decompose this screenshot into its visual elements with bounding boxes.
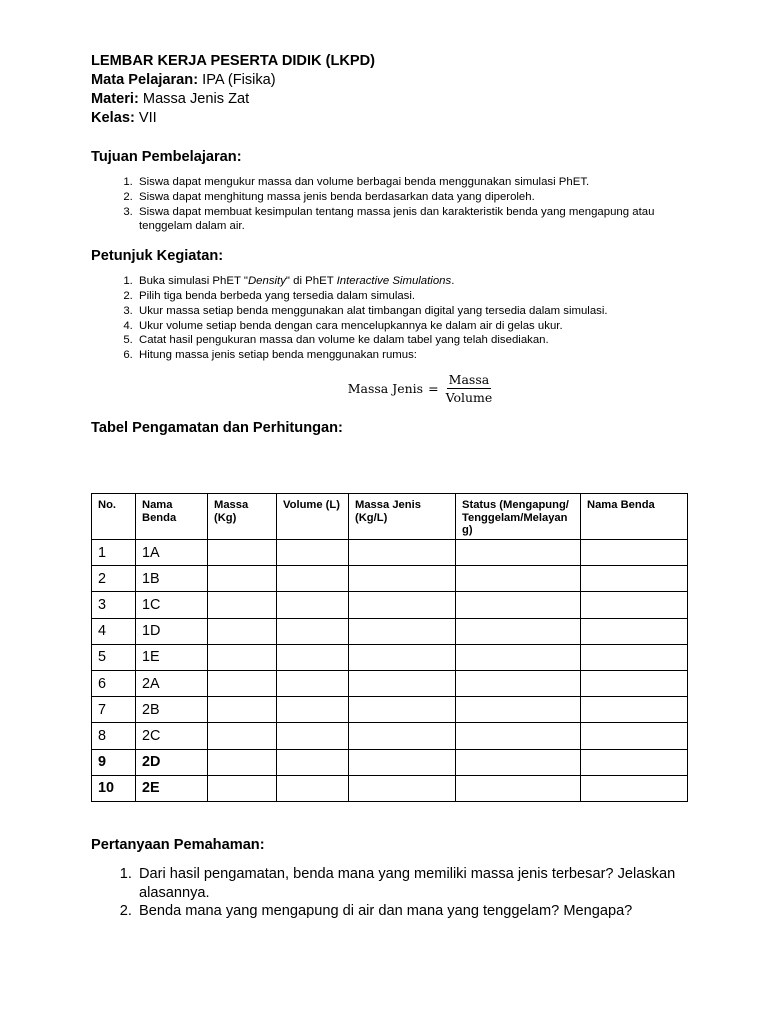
cell-name: 2A — [136, 670, 208, 696]
interactive-simulations-emphasis: Interactive Simulations — [336, 275, 452, 288]
class-line — [91, 109, 691, 128]
table-row — [92, 697, 688, 723]
cell-volume[interactable] — [277, 670, 349, 696]
cell-massa-jenis[interactable] — [349, 723, 456, 749]
formula-denominator: Volume — [445, 389, 493, 405]
question-item: 1. Dari hasil pengamatan, benda mana yang memiliki massa jenis terbesar? Jelaskan alasannya. — [136, 865, 691, 902]
instruction-item: 5. Catat hasil pengukuran massa dan volume ke dalam tabel yang telah disediakan. — [136, 333, 691, 348]
cell-nama-benda[interactable] — [581, 618, 688, 644]
table-row — [92, 775, 688, 801]
cell-status[interactable] — [456, 697, 581, 723]
cell-status[interactable] — [456, 670, 581, 696]
cell-name: 2C — [136, 723, 208, 749]
material-value: Massa Jenis Zat — [142, 91, 250, 107]
questions-section — [91, 836, 691, 921]
cell-massa[interactable] — [208, 697, 277, 723]
cell-massa[interactable] — [208, 670, 277, 696]
cell-massa[interactable] — [208, 540, 277, 566]
cell-massa-jenis[interactable] — [349, 566, 456, 592]
cell-name: 1C — [136, 592, 208, 618]
material-line — [91, 90, 691, 109]
instruction-text: . — [451, 275, 455, 288]
instruction-item: 4. Ukur volume setiap benda dengan cara mencelupkannya ke dalam air di gelas ukur. — [136, 319, 691, 334]
cell-no: 1 — [92, 540, 136, 566]
worksheet-title: LEMBAR KERJA PESERTA DIDIK (LKPD) — [91, 53, 376, 69]
instruction-item: 2. Pilih tiga benda berbeda yang tersedia dalam simulasi. — [136, 289, 691, 304]
col-header-nama-benda-2: Nama Benda — [581, 494, 688, 540]
instruction-item: 3. Ukur massa setiap benda menggunakan alat timbangan digital yang tersedia dalam simulasi. — [136, 304, 691, 319]
cell-no: 6 — [92, 670, 136, 696]
cell-volume[interactable] — [277, 566, 349, 592]
cell-nama-benda[interactable] — [581, 644, 688, 670]
instruction-text: Buka simulasi PhET " — [139, 275, 248, 288]
questions-heading: Pertanyaan Pemahaman: — [91, 837, 265, 853]
cell-massa-jenis[interactable] — [349, 749, 456, 775]
instructions-heading: Petunjuk Kegiatan: — [91, 248, 224, 265]
cell-name: 1D — [136, 618, 208, 644]
formula-numerator: Massa — [448, 371, 490, 387]
instruction-item: 6. Hitung massa jenis setiap benda menggunakan rumus: — [136, 348, 691, 363]
cell-no: 10 — [92, 775, 136, 801]
cell-nama-benda[interactable] — [581, 749, 688, 775]
table-row — [92, 566, 688, 592]
table-row — [92, 540, 688, 566]
question-item: 2. Benda mana yang mengapung di air dan mana yang tenggelam? Mengapa? — [136, 902, 691, 921]
col-header-no: No. — [92, 494, 136, 540]
cell-massa-jenis[interactable] — [349, 670, 456, 696]
table-row — [92, 618, 688, 644]
table-heading: Tabel Pengamatan dan Perhitungan: — [91, 419, 343, 436]
table-row — [92, 723, 688, 749]
cell-volume[interactable] — [277, 540, 349, 566]
class-label: Kelas: — [91, 110, 135, 126]
table-row — [92, 670, 688, 696]
cell-name: 2D — [136, 749, 208, 775]
formula-lhs: Massa Jenis — [347, 380, 424, 396]
cell-name: 1E — [136, 644, 208, 670]
formula-fraction — [444, 372, 495, 405]
col-header-volume: Volume (L) — [277, 494, 349, 540]
cell-massa[interactable] — [208, 618, 277, 644]
cell-status[interactable] — [456, 723, 581, 749]
cell-nama-benda[interactable] — [581, 566, 688, 592]
cell-massa-jenis[interactable] — [349, 618, 456, 644]
cell-status[interactable] — [456, 566, 581, 592]
cell-massa-jenis[interactable] — [349, 592, 456, 618]
cell-volume[interactable] — [277, 723, 349, 749]
cell-name: 2E — [136, 775, 208, 801]
cell-massa[interactable] — [208, 566, 277, 592]
density-formula — [151, 372, 691, 405]
cell-nama-benda[interactable] — [581, 697, 688, 723]
cell-name: 2B — [136, 697, 208, 723]
cell-nama-benda[interactable] — [581, 723, 688, 749]
col-header-nama-benda: Nama Benda — [136, 494, 208, 540]
instruction-text: " di PhET — [285, 275, 337, 288]
cell-massa[interactable] — [208, 749, 277, 775]
table-row — [92, 644, 688, 670]
cell-massa[interactable] — [208, 723, 277, 749]
cell-massa-jenis[interactable] — [349, 540, 456, 566]
cell-status[interactable] — [456, 749, 581, 775]
cell-massa[interactable] — [208, 644, 277, 670]
cell-massa[interactable] — [208, 592, 277, 618]
cell-volume[interactable] — [277, 697, 349, 723]
col-header-massa-jenis: Massa Jenis (Kg/L) — [349, 494, 456, 540]
cell-massa-jenis[interactable] — [349, 697, 456, 723]
cell-no: 7 — [92, 697, 136, 723]
observation-table — [91, 493, 688, 802]
table-header-row — [92, 494, 688, 540]
objective-item: 2. Siswa dapat menghitung massa jenis benda berdasarkan data yang diperoleh. — [136, 190, 691, 205]
formula-equals: = — [428, 380, 439, 396]
col-header-massa: Massa (Kg) — [208, 494, 277, 540]
material-label: Materi: — [91, 91, 139, 107]
cell-massa-jenis[interactable] — [349, 775, 456, 801]
worksheet-page — [91, 52, 691, 438]
instruction-item — [136, 274, 691, 289]
subject-label: Mata Pelajaran: — [91, 72, 199, 88]
cell-volume[interactable] — [277, 592, 349, 618]
cell-status[interactable] — [456, 592, 581, 618]
cell-nama-benda[interactable] — [581, 775, 688, 801]
class-value: VII — [138, 110, 157, 126]
cell-status[interactable] — [456, 775, 581, 801]
objective-item: 3. Siswa dapat membuat kesimpulan tentang massa jenis dan karakteristik benda yang mengapung atau tenggelam dalam air. — [136, 205, 691, 235]
cell-status[interactable] — [456, 644, 581, 670]
table-row — [92, 749, 688, 775]
cell-volume[interactable] — [277, 749, 349, 775]
cell-nama-benda[interactable] — [581, 670, 688, 696]
cell-no: 2 — [92, 566, 136, 592]
cell-volume[interactable] — [277, 644, 349, 670]
objectives-list — [91, 175, 691, 234]
cell-no: 5 — [92, 644, 136, 670]
cell-name: 1A — [136, 540, 208, 566]
objective-item: 1. Siswa dapat mengukur massa dan volume berbagai benda menggunakan simulasi PhET. — [136, 175, 691, 190]
questions-list — [91, 865, 691, 921]
cell-no: 9 — [92, 749, 136, 775]
cell-no: 3 — [92, 592, 136, 618]
cell-massa[interactable] — [208, 775, 277, 801]
cell-volume[interactable] — [277, 618, 349, 644]
subject-line — [91, 71, 691, 90]
cell-volume[interactable] — [277, 775, 349, 801]
cell-massa-jenis[interactable] — [349, 644, 456, 670]
cell-nama-benda[interactable] — [581, 592, 688, 618]
cell-status[interactable] — [456, 540, 581, 566]
density-emphasis: Density — [247, 275, 286, 288]
cell-no: 8 — [92, 723, 136, 749]
cell-nama-benda[interactable] — [581, 540, 688, 566]
subject-value: IPA (Fisika) — [202, 72, 276, 88]
objectives-heading: Tujuan Pembelajaran: — [91, 149, 242, 165]
instructions-list — [91, 274, 691, 363]
worksheet-header — [91, 52, 691, 128]
cell-no: 4 — [92, 618, 136, 644]
col-header-status: Status (Mengapung/Tenggelam/Melayang) — [456, 494, 581, 540]
table-row — [92, 592, 688, 618]
cell-name: 1B — [136, 566, 208, 592]
cell-status[interactable] — [456, 618, 581, 644]
